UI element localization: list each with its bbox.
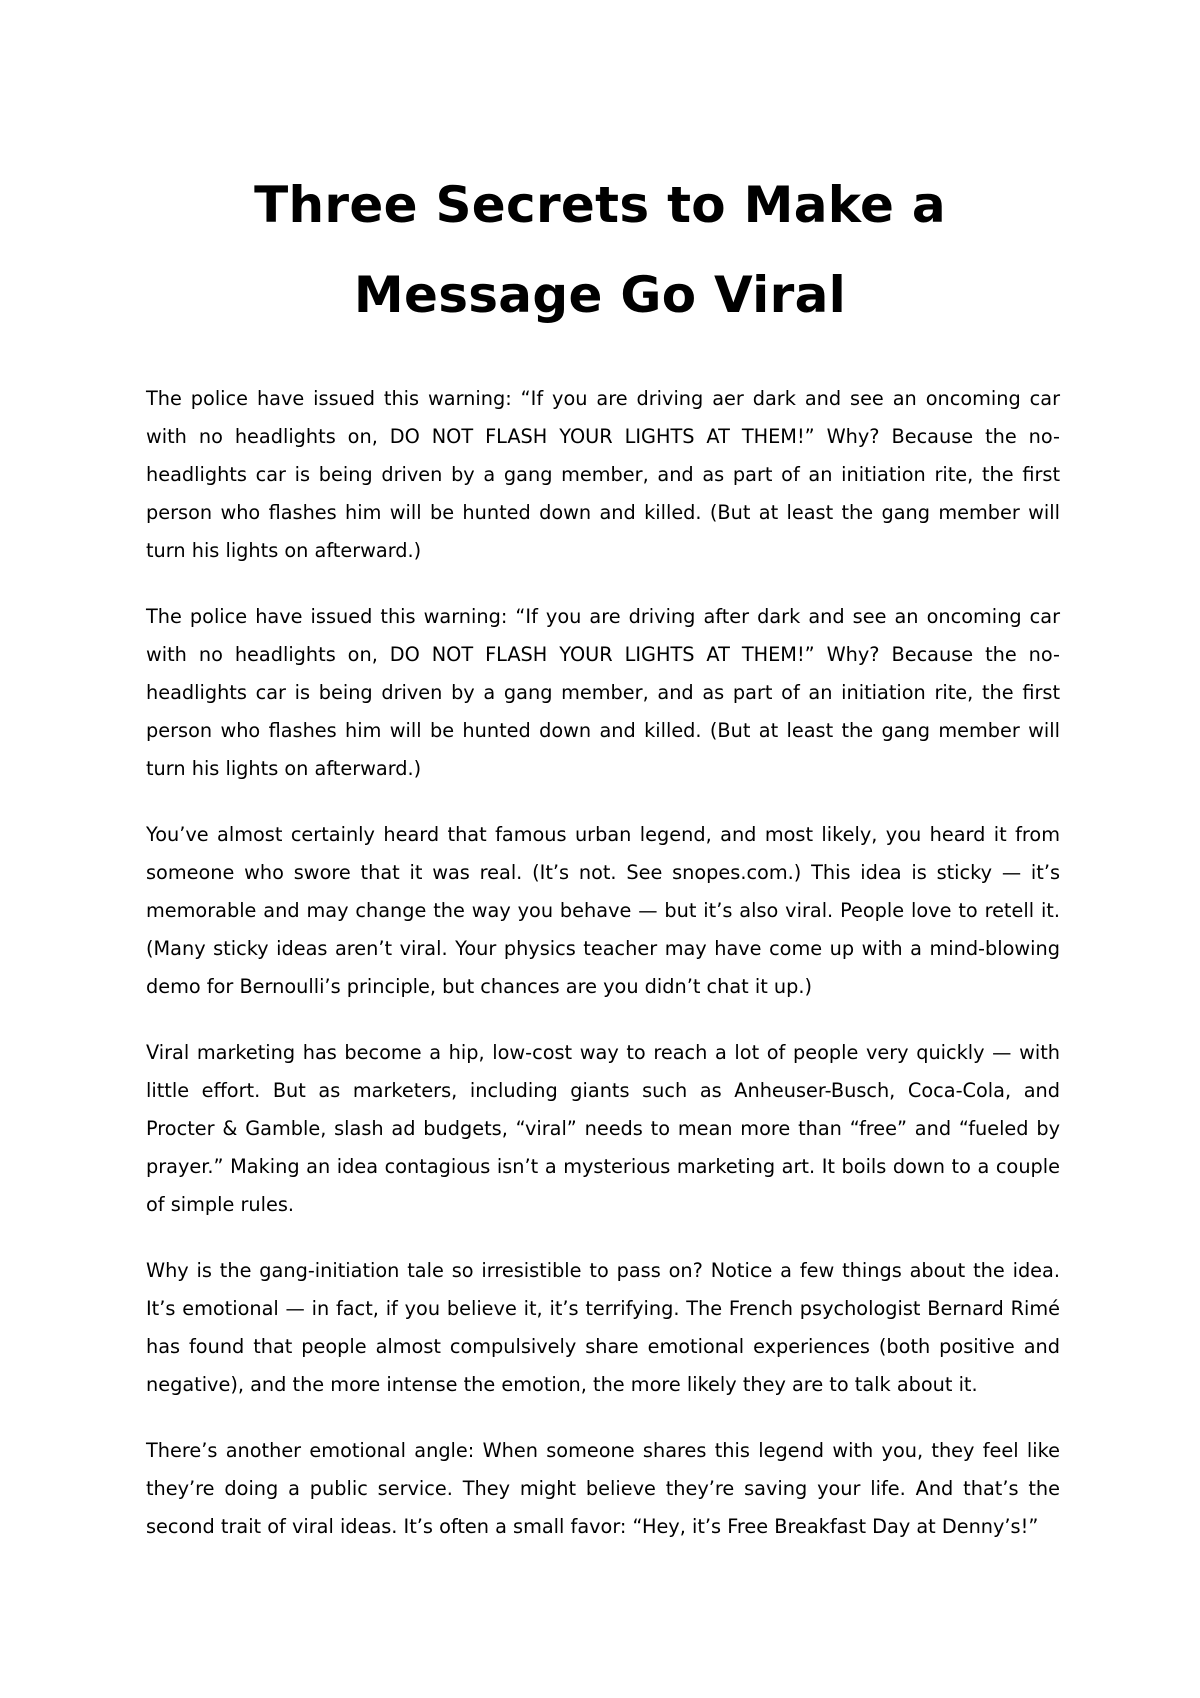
document-body [146, 380, 1060, 1574]
paragraph-6: There’s another emotional angle: When someone shares this legend with you, they feel like they’re doing a public service. They might believe they’re saving your life. And that’s the second trait of viral ideas. It’s often a small favor: “Hey, it’s Free Breakfast Day at Denny’s!” [146, 1439, 1060, 1538]
document-title: Three Secrets to Make a Message Go Viral [254, 176, 946, 324]
paragraph-3: You’ve almost certainly heard that famous urban legend, and most likely, you heard it from someone who swore that it was real. (It’s not. See snopes.com.) This idea is sticky — it’s memorable and may change the way you behave — but it’s also viral. People love to retell it. (Many sticky ideas aren’t viral. Your physics teacher may have come up with a mind-blowing demo for Bernoulli’s principle, but chances are you didn’t chat it up.) [146, 823, 1060, 998]
paragraph-1: The police have issued this warning: “If you are driving aer dark and see an oncoming car with no headlights on, DO NOT FLASH YOUR LIGHTS AT THEM!” Why? Because the no-headlights car is being driven by a gang member, and as part of an initiation rite, the first person who flashes him will be hunted down and killed. (But at least the gang member will turn his lights on afterward.) [146, 387, 1060, 562]
paragraph-4: Viral marketing has become a hip, low-cost way to reach a lot of people very quickly — with little effort. But as marketers, including giants such as Anheuser-Busch, Coca-Cola, and Procter & Gamble, slash ad budgets, “viral” needs to mean more than “free” and “fueled by prayer.” Making an idea contagious isn’t a mysterious marketing art. It boils down to a couple of simple rules. [146, 1041, 1060, 1216]
paragraph-2: The police have issued this warning: “If you are driving after dark and see an oncoming car with no headlights on, DO NOT FLASH YOUR LIGHTS AT THEM!” Why? Because the no-headlights car is being driven by a gang member, and as part of an initiation rite, the first person who flashes him will be hunted down and killed. (But at least the gang member will turn his lights on afterward.) [146, 605, 1060, 780]
paragraph-5: Why is the gang-initiation tale so irresistible to pass on? Notice a few things about the idea. It’s emotional — in fact, if you believe it, it’s terrifying. The French psychologist Bernard Rimé has found that people almost compulsively share emotional experiences (both positive and negative), and the more intense the emotion, the more likely they are to talk about it. [146, 1259, 1060, 1396]
